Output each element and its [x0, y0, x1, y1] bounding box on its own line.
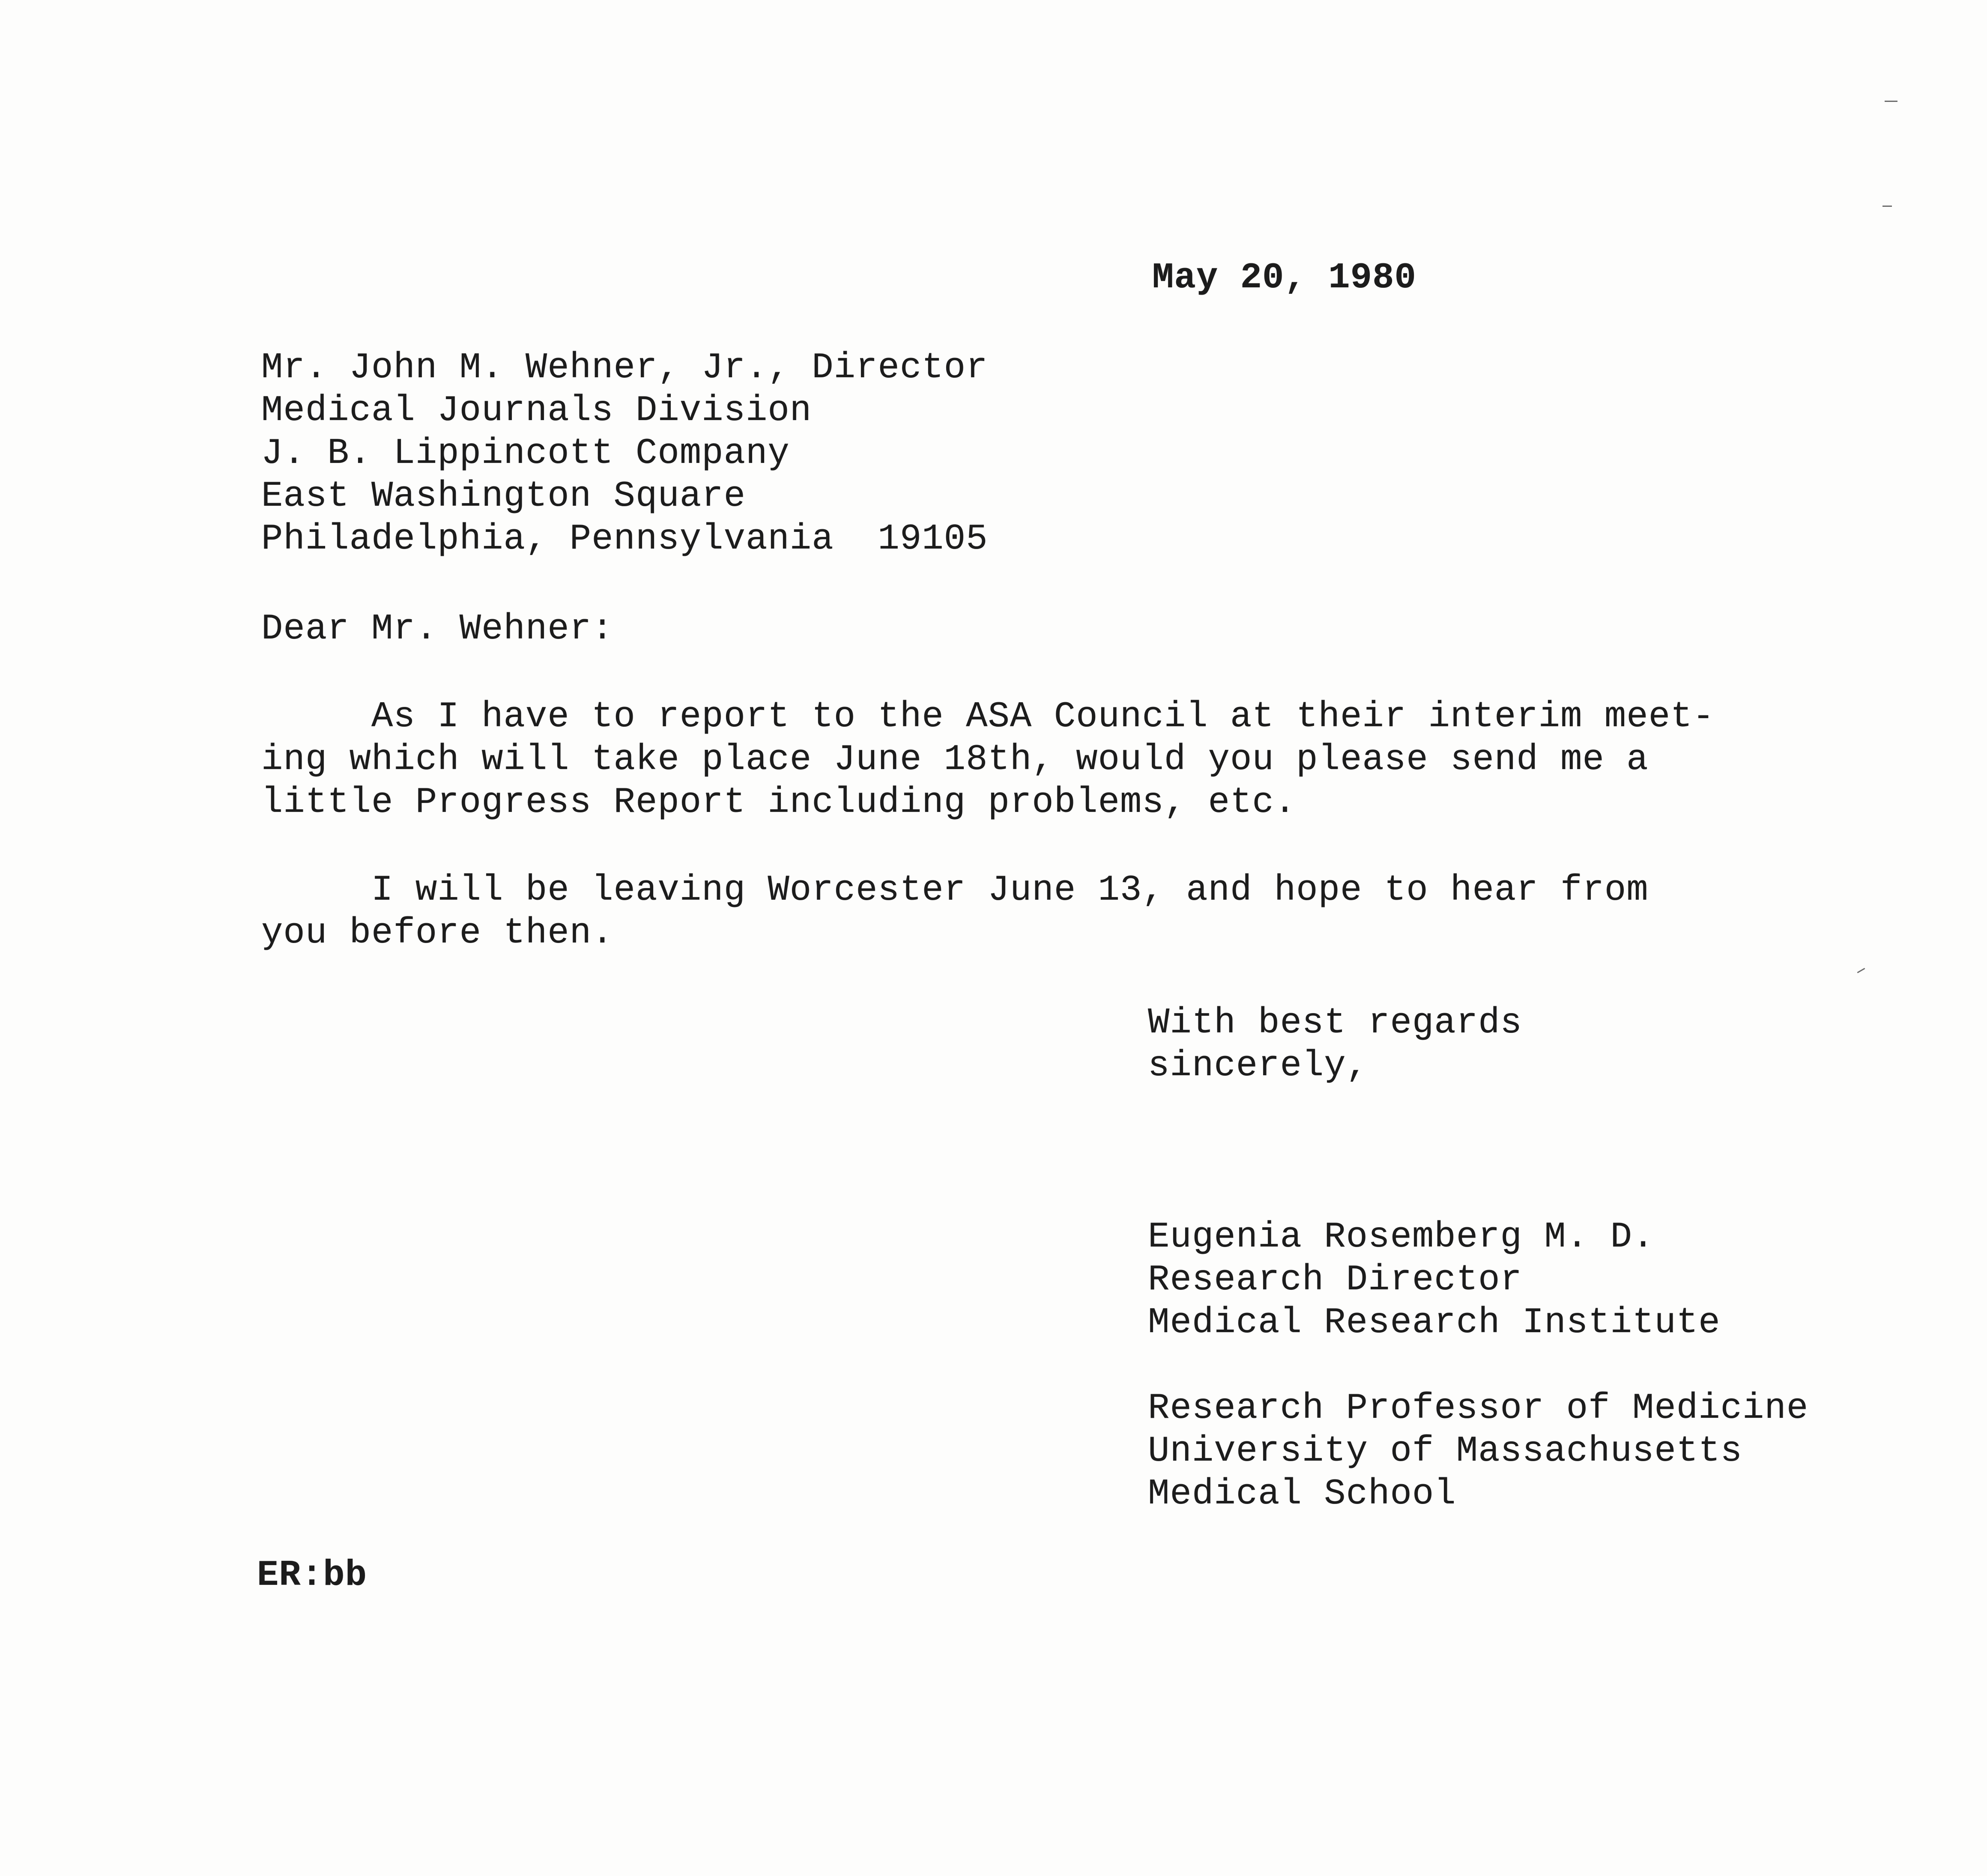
paragraph-line: As I have to report to the ASA Council at their interim meet- [261, 697, 1715, 737]
academic-title-line: Medical School [1148, 1474, 1456, 1515]
salutation: Dear Mr. Wehner: [261, 609, 614, 650]
recipient-line: J. B. Lippincott Company [261, 433, 790, 474]
paragraph-line: ing which will take place June 18th, would you please send me a [261, 740, 1649, 780]
recipient-line: East Washington Square [261, 476, 746, 517]
recipient-line: Philadelphia, Pennsylvania 19105 [261, 519, 988, 560]
letter-date: May 20, 1980 [1152, 258, 1416, 298]
signer-title: Research Director [1148, 1260, 1522, 1300]
signer-organization: Medical Research Institute [1148, 1303, 1721, 1343]
signer-name: Eugenia Rosemberg M. D. [1148, 1217, 1655, 1258]
scan-speck [1882, 206, 1892, 207]
recipient-line: Medical Journals Division [261, 391, 812, 431]
paragraph-line: I will be leaving Worcester June 13, and hope to hear from [261, 870, 1649, 911]
academic-title-line: Research Professor of Medicine [1148, 1388, 1809, 1429]
paragraph-line: you before then. [261, 913, 614, 954]
academic-title-line: University of Massachusetts [1148, 1431, 1743, 1472]
paragraph-line: little Progress Report including problems, etc. [261, 782, 1297, 823]
closing-line: With best regards [1148, 1003, 1522, 1044]
closing-line: sincerely, [1148, 1046, 1368, 1086]
scan-speck [1857, 968, 1865, 973]
scan-speck [1885, 101, 1897, 102]
recipient-line: Mr. John M. Wehner, Jr., Director [261, 348, 988, 388]
typist-initials: ER:bb [257, 1555, 368, 1596]
